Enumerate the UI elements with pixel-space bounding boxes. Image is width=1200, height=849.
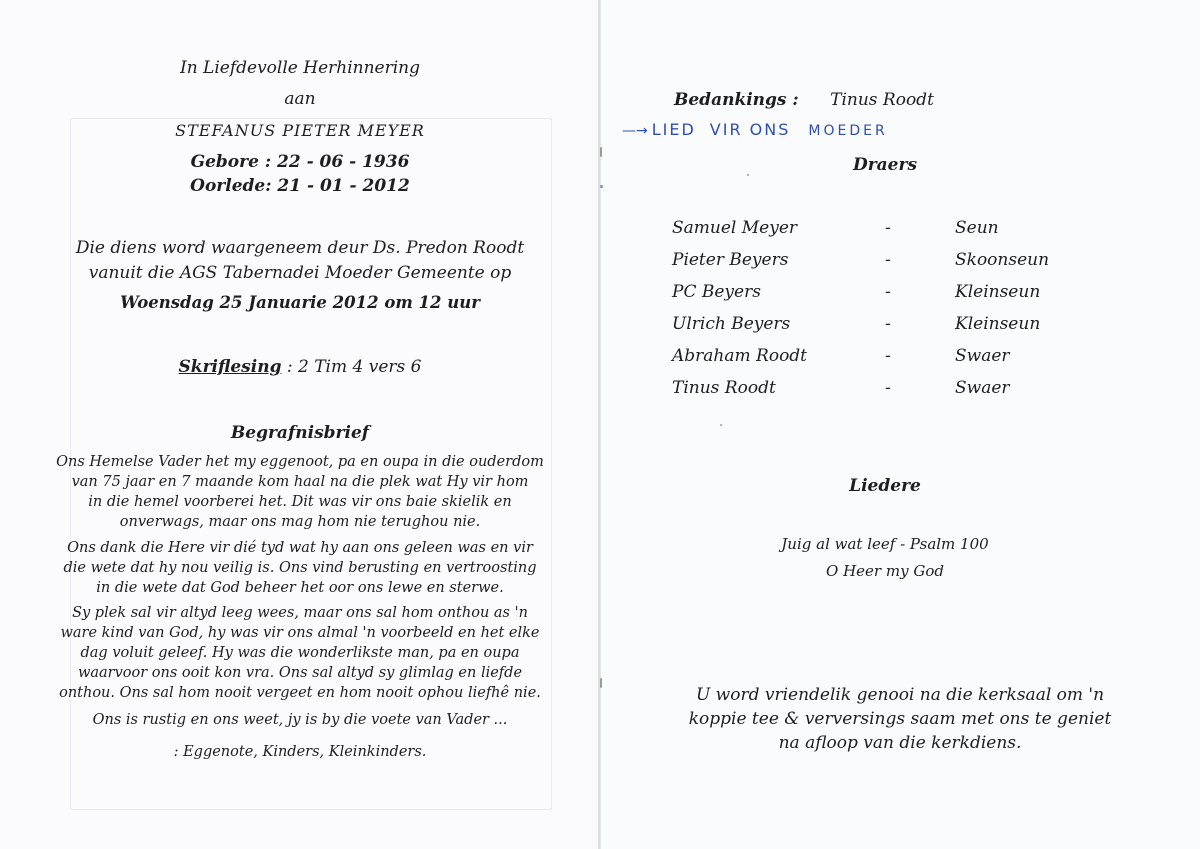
invitation (620, 683, 1180, 755)
bearer-name: Ulrich Beyers (672, 314, 791, 334)
bearer-role: Skoonseun (955, 250, 1050, 270)
letter-line: onverwags, maar ons mag hom nie terughou nie. (119, 514, 481, 530)
bearer-role: Kleinseun (955, 314, 1041, 334)
letter-line: Ons Hemelse Vader het my eggenoot, pa en oupa in die ouderdom (56, 454, 544, 470)
speck (600, 185, 603, 188)
bearers-title: Draers (852, 155, 918, 175)
letter-paragraph-2 (40, 538, 560, 598)
letter-paragraph-4: Ons is rustig en ons weet, jy is by die voete van Vader ... (92, 712, 508, 728)
thanks-label: Bedankings : (674, 90, 799, 110)
bearer-role: Swaer (955, 346, 1010, 366)
letter-line: ware kind van God, hy was vir ons almal 'n voorbeeld en het elke (60, 625, 540, 641)
letter-paragraph-1 (40, 452, 560, 532)
bearer-dash: - (885, 218, 891, 238)
bearer-row (672, 212, 1082, 244)
bearer-row (672, 340, 1082, 372)
to-label: aan (284, 89, 316, 109)
bearer-row (672, 276, 1082, 308)
bearer-name: Tinus Roodt (672, 378, 776, 398)
handwritten-word: MOEDER (808, 123, 888, 139)
songs-title: Liedere (849, 476, 921, 496)
song-1: Juig al wat leef - Psalm 100 (781, 535, 989, 553)
bearer-role: Kleinseun (955, 282, 1041, 302)
bearer-row (672, 244, 1082, 276)
staple-mark (600, 147, 602, 157)
speck (747, 174, 749, 176)
bearer-dash: - (885, 346, 891, 366)
birth-date: Gebore : 22 - 06 - 1936 (190, 152, 410, 172)
scripture-reading (0, 356, 600, 378)
letter-line: in die wete dat God beheer het oor ons lewe en sterwe. (96, 580, 504, 596)
letter-signature: : Eggenote, Kinders, Kleinkinders. (173, 744, 427, 760)
service-line-1: Die diens word waargeneem deur Ds. Predon Roodt (75, 238, 525, 258)
bearer-name: Samuel Meyer (672, 218, 798, 238)
bearer-role: Seun (955, 218, 999, 238)
bearer-name: PC Beyers (672, 282, 761, 302)
deceased-name: STEFANUS PIETER MEYER (175, 121, 425, 140)
speck (720, 424, 722, 426)
scripture-label: Skriflesing (178, 357, 282, 377)
bearer-name: Abraham Roodt (672, 346, 808, 366)
thanks-value: Tinus Roodt (830, 90, 934, 110)
bearer-name: Pieter Beyers (672, 250, 789, 270)
letter-line: Sy plek sal vir altyd leeg wees, maar ons sal hom onthou as 'n (72, 605, 528, 621)
bearer-dash: - (885, 282, 891, 302)
letter-line: van 75 jaar en 7 maande kom haal na die plek wat Hy vir hom (71, 474, 529, 490)
service-line-3: Woensdag 25 Januarie 2012 om 12 uur (120, 293, 480, 312)
staple-mark (600, 678, 602, 688)
letter-line: waarvoor ons ooit kon vra. Ons sal altyd sy glimlag en liefde (77, 665, 523, 681)
arrow-icon: —→ (622, 123, 648, 139)
handwritten-word: VIR ONS (709, 120, 791, 139)
bearer-row (672, 372, 1082, 404)
invitation-line: U word vriendelik genooi na die kerksaal om 'n (695, 685, 1105, 705)
letter-title: Begrafnisbrief (230, 423, 370, 443)
invitation-line: na afloop van die kerkdiens. (778, 733, 1022, 753)
bearer-role: Swaer (955, 378, 1010, 398)
death-date: Oorlede: 21 - 01 - 2012 (190, 176, 410, 196)
letter-line: in die hemel voorberei het. Dit was vir ons baie skielik en (88, 494, 512, 510)
handwritten-note (622, 120, 888, 139)
letter-line: die wete dat hy nou veilig is. Ons vind berusting en vertroosting (63, 560, 537, 576)
letter-line: Ons dank die Here vir dié tyd wat hy aan ons geleen was en vir (67, 540, 533, 556)
bearer-dash: - (885, 314, 891, 334)
song-2: O Heer my God (826, 562, 944, 580)
memorial-heading: In Liefdevolle Herhinnering (179, 58, 421, 78)
bearer-row (672, 308, 1082, 340)
bearer-dash: - (885, 250, 891, 270)
letter-line: onthou. Ons sal hom nooit vergeet en hom nooit ophou liefhê nie. (59, 685, 541, 701)
letter-line: dag voluit geleef. Hy was die wonderlikste man, pa en oupa (80, 645, 520, 661)
letter-paragraph-3 (40, 603, 560, 703)
bearer-dash: - (885, 378, 891, 398)
handwritten-word: LIED (651, 120, 696, 139)
thanks-row (674, 90, 934, 110)
invitation-line: koppie tee & verversings saam met ons te geniet (688, 709, 1112, 729)
scripture-value: : 2 Tim 4 vers 6 (286, 357, 422, 377)
service-line-2: vanuit die AGS Tabernadei Moeder Gemeente op (88, 263, 512, 283)
